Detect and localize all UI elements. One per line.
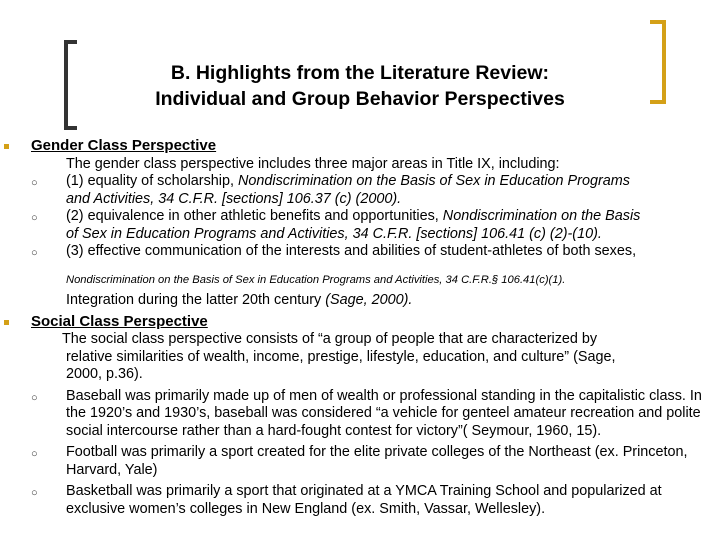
gender-section bbox=[0, 137, 720, 156]
hollow-circle-bullet-icon: ○ bbox=[31, 391, 38, 404]
title-line-2: Individual and Group Behavior Perspectives bbox=[155, 88, 565, 110]
gender-item-2-citation: Nondiscrimination on the Basis bbox=[442, 208, 641, 224]
hollow-circle-bullet-icon: ○ bbox=[31, 247, 38, 259]
social-heading: Social Class Perspective bbox=[31, 312, 208, 330]
title-line-1: B. Highlights from the Literature Review: bbox=[170, 62, 550, 84]
left-bracket-decoration bbox=[62, 40, 78, 130]
social-item-2 bbox=[0, 444, 720, 479]
social-intro: The social class perspective consists of “a group of people that are characterized by relative similarities of wealth, income, prestige, lifestyle, education, and culture” (Sage, 2000, p.36). bbox=[62, 331, 616, 382]
hollow-circle-bullet-icon: ○ bbox=[31, 448, 38, 460]
square-bullet-icon bbox=[4, 144, 9, 149]
social-item-1-text: Baseball was primarily made up of men of wealth or professional standing in the capitalistic class. In the 1920’s and 1930’s, baseball was considered “a vehicle for genteel amateur recreation and polite social intercourse rather than a hard-fought contest for victory”( Seymour, 1960, 15). bbox=[66, 387, 702, 439]
gender-item-3-source: (Sage, 2000). bbox=[325, 292, 413, 308]
gender-item-3-text: (3) effective communication of the interests and abilities of student-athletes of both sexes, bbox=[66, 243, 637, 259]
hollow-circle-bullet-icon: ○ bbox=[31, 212, 38, 224]
gender-item-1-citation-cont: and Activities, 34 C.F.R. [sections] 106.37 (c) (2000). bbox=[66, 190, 402, 207]
gender-item-1-text: (1) equality of scholarship, bbox=[66, 173, 238, 189]
hollow-circle-bullet-icon: ○ bbox=[31, 487, 38, 499]
slide-content bbox=[0, 137, 720, 518]
square-bullet-icon bbox=[4, 320, 9, 325]
social-item-3 bbox=[0, 483, 720, 518]
slide-title bbox=[90, 60, 630, 112]
social-item-3-text: Basketball was primarily a sport that originated at a YMCA Training School and popularized at exclusive women’s colleges in New England (ex. Smith, Vassar, Wellesley). bbox=[66, 483, 662, 517]
gender-item-2-text: (2) equivalence in other athletic benefits and opportunities, bbox=[66, 208, 443, 224]
gender-intro: The gender class perspective includes three major areas in Title IX, including: bbox=[66, 155, 560, 172]
gender-item-3-integration: Integration during the latter 20th century bbox=[66, 292, 326, 308]
gender-item-2 bbox=[0, 208, 720, 243]
social-item-2-text: Football was primarily a sport created for the elite private colleges of the Northeast (ex. Princeton, Harvard, Yale) bbox=[66, 444, 688, 478]
gender-item-3 bbox=[0, 243, 720, 310]
hollow-circle-bullet-icon: ○ bbox=[31, 177, 38, 189]
gender-heading: Gender Class Perspective bbox=[31, 137, 217, 154]
right-bracket-decoration bbox=[648, 20, 668, 104]
social-section bbox=[0, 313, 720, 332]
gender-item-1 bbox=[0, 173, 720, 208]
gender-item-3-citation: Nondiscrimination on the Basis of Sex in Education Programs and Activities, 34 C.F.R.§ 106.41(c)(1). bbox=[66, 273, 566, 286]
social-item-1 bbox=[0, 388, 720, 441]
gender-item-2-citation-cont: of Sex in Education Programs and Activities, 34 C.F.R. [sections] 106.41 (c) (2)-(10). bbox=[66, 225, 602, 242]
gender-item-1-citation: Nondiscrimination on the Basis of Sex in Education Programs bbox=[237, 173, 630, 189]
